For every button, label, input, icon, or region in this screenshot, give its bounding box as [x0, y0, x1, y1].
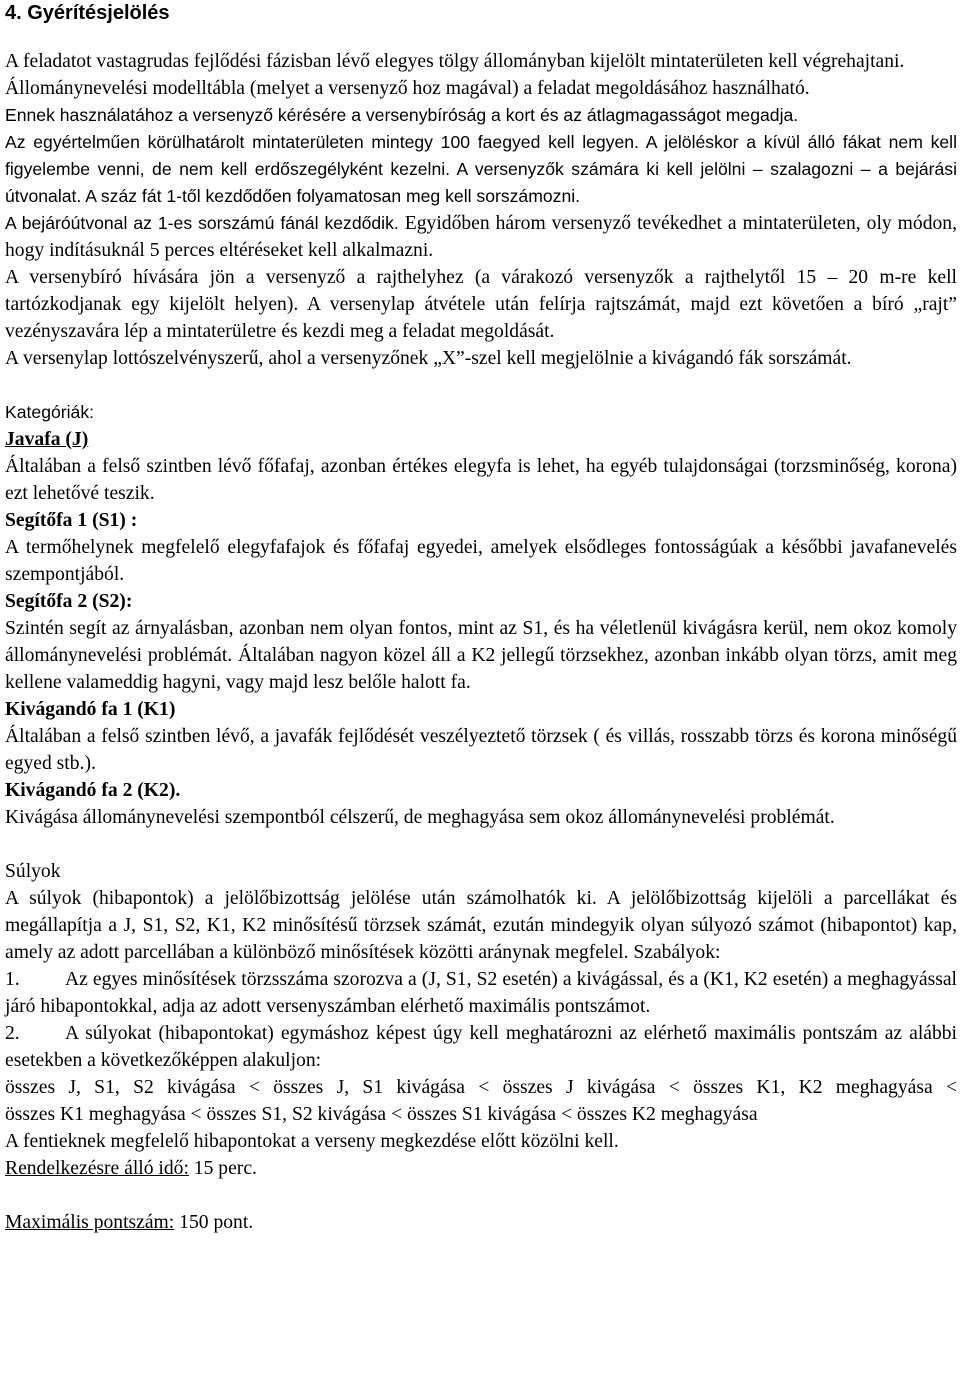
category-text-k1: Általában a felső szintben lévő, a javafák fejlődését veszélyeztető törzsek ( és villás, rosszabb törzs és korona minőségű egyed stb.).: [5, 726, 957, 774]
rule-text: A súlyokat (hibapontokat) egymáshoz képest úgy kell meghatározni az elérhető maximális pontszám az alábbi esetekben a következőképpen alakuljon:: [5, 1023, 957, 1071]
max-points: [5, 1209, 957, 1236]
concurrent-competitors-text: Egyidőben három versenyző tevékedhet a mintaterületen, oly módon, hogy indításuknál 5 perces eltéréseket kell alkalmazni.: [5, 213, 957, 261]
order-line-1: összes J, S1, S2 kivágása < összes J, S1 kivágása < összes J kivágása < összes K1, K2 meghagyása <: [5, 1077, 957, 1098]
rule-number: 1.: [5, 969, 20, 990]
rule-number: 2.: [5, 1023, 20, 1044]
time-limit: [5, 1155, 957, 1182]
categories-section: [5, 399, 957, 831]
spacer: [5, 372, 957, 399]
category-title-s2: Segítőfa 2 (S2):: [5, 591, 133, 612]
order-line-2: összes K1 meghagyása < összes S1, S2 kivágása < összes S1 kivágása < összes K2 meghagyása: [5, 1104, 758, 1125]
category-text-s2: Szintén segít az árnyalásban, azonban nem olyan fontos, mint az S1, és ha véletlenül kivágásra kerül, nem okoz komoly állománynevelési problémát. Általában nagyon közel áll a K2 jellegű törzsekhez, azonban inkább olyan törzs, amit meg kellene valameddig hagyni, vagy majd lesz belőle halott fa.: [5, 618, 957, 693]
time-limit-value: 15 perc.: [188, 1158, 257, 1179]
max-points-label: Maximális pontszám:: [5, 1212, 175, 1233]
category-title-s1: Segítőfa 1 (S1) :: [5, 510, 138, 531]
intro-paragraph-5: [5, 210, 957, 264]
intro-paragraph-7: A versenylap lottószelvényszerű, ahol a versenyzőnek „X”-szel kell megjelölnie a kivágandó fák sorszámát.: [5, 348, 852, 369]
category-text-k2: Kivágása állománynevelési szempontból célszerű, de meghagyása sem okoz állománynevelési problémát.: [5, 807, 835, 828]
intro-paragraph-1: A feladatot vastagrudas fejlődési fázisban lévő elegyes tölgy állományban kijelölt mintaterületen kell végrehajtani.: [5, 51, 905, 72]
intro-paragraph-6: A versenybíró hívására jön a versenyző a rajthelyhez (a várakozó versenyzők a rajthelytől 15 – 20 m-re kell tartózkodjanak egy kijelölt helyen). A versenylap átvétele után felírja rajtszámát, majd ezt követően a bíró „rajt” vezényszavára lép a mintaterületre és kezdi meg a feladat megoldását.: [5, 267, 957, 342]
category-text-javafa: Általában a felső szintben lévő főfafaj, azonban értékes elegyfa is lehet, ha egyéb tulajdonságai (torzsminőség, korona) ezt lehetővé teszik.: [5, 456, 957, 504]
categories-label: Kategóriák:: [5, 402, 94, 422]
rule-text: Az egyes minősítések törzsszáma szorozva a (J, S1, S2 esetén) a kivágással, és a (K1, K2 esetén) a meghagyással járó hibapontokkal, adja az adott versenyszámban elérhető maximális pontszámot.: [5, 969, 957, 1017]
category-title-k2: Kivágandó fa 2 (K2).: [5, 780, 181, 801]
category-title-javafa: Javafa (J): [5, 429, 89, 450]
spacer: [5, 831, 957, 858]
intro-section: [5, 48, 957, 372]
spacer: [5, 26, 957, 48]
intro-paragraph-2: Állománynevelési modelltábla (melyet a versenyző hoz magával) a feladat megoldásához használható.: [5, 78, 810, 99]
weights-section: [5, 858, 957, 1155]
document-page: [5, 0, 957, 1236]
section-heading: 4. Gyérítésjelölés: [5, 2, 170, 24]
category-text-s1: A termőhelynek megfelelő elegyfafajok és főfafaj egyedei, amelyek elsődleges fontosságúak a későbbi javafanevelés szempontjából.: [5, 537, 957, 585]
max-points-value: 150 pont.: [174, 1212, 254, 1233]
route-start-text: A bejáróútvonal az 1-es sorszámú fánál kezdődik.: [5, 213, 399, 233]
weights-label: Súlyok: [5, 861, 61, 882]
intro-paragraph-3: Ennek használatához a versenyző kérésére a versenybíróság a kort és az átlagmagasságot megadja.: [5, 105, 799, 125]
spacer: [5, 1182, 957, 1209]
weights-rule-1: [5, 966, 957, 1020]
weights-intro: A súlyok (hibapontok) a jelölőbizottság jelölése után számolhatók ki. A jelölőbizottság kijelöli a parcellákat és megállapítja a J, S1, S2, K1, K2 minősítésű törzsek számát, ezután mindegyik olyan súlyozó számot (hibapontot) kap, amely az adott parcellában a különböző minősítések közötti aránynak megfelel. Szabályok:: [5, 888, 957, 963]
weights-rule-2: [5, 1020, 957, 1074]
category-title-k1: Kivágandó fa 1 (K1): [5, 699, 176, 720]
intro-paragraph-4: Az egyértelműen körülhatárolt mintaterületen mintegy 100 faegyed kell legyen. A jelöléskor a kívül álló fákat nem kell figyelembe venni, de nem kell erdőszegélyként kezelni. A versenyzők számára ki kell jelölni – szalagozni – a bejárási útvonalat. A száz fát 1-től kezdődően folyamatosan meg kell sorszámozni.: [5, 132, 957, 206]
announce-text: A fentieknek megfelelő hibapontokat a verseny megkezdése előtt közölni kell.: [5, 1131, 619, 1152]
time-limit-label: Rendelkezésre álló idő:: [5, 1158, 189, 1179]
